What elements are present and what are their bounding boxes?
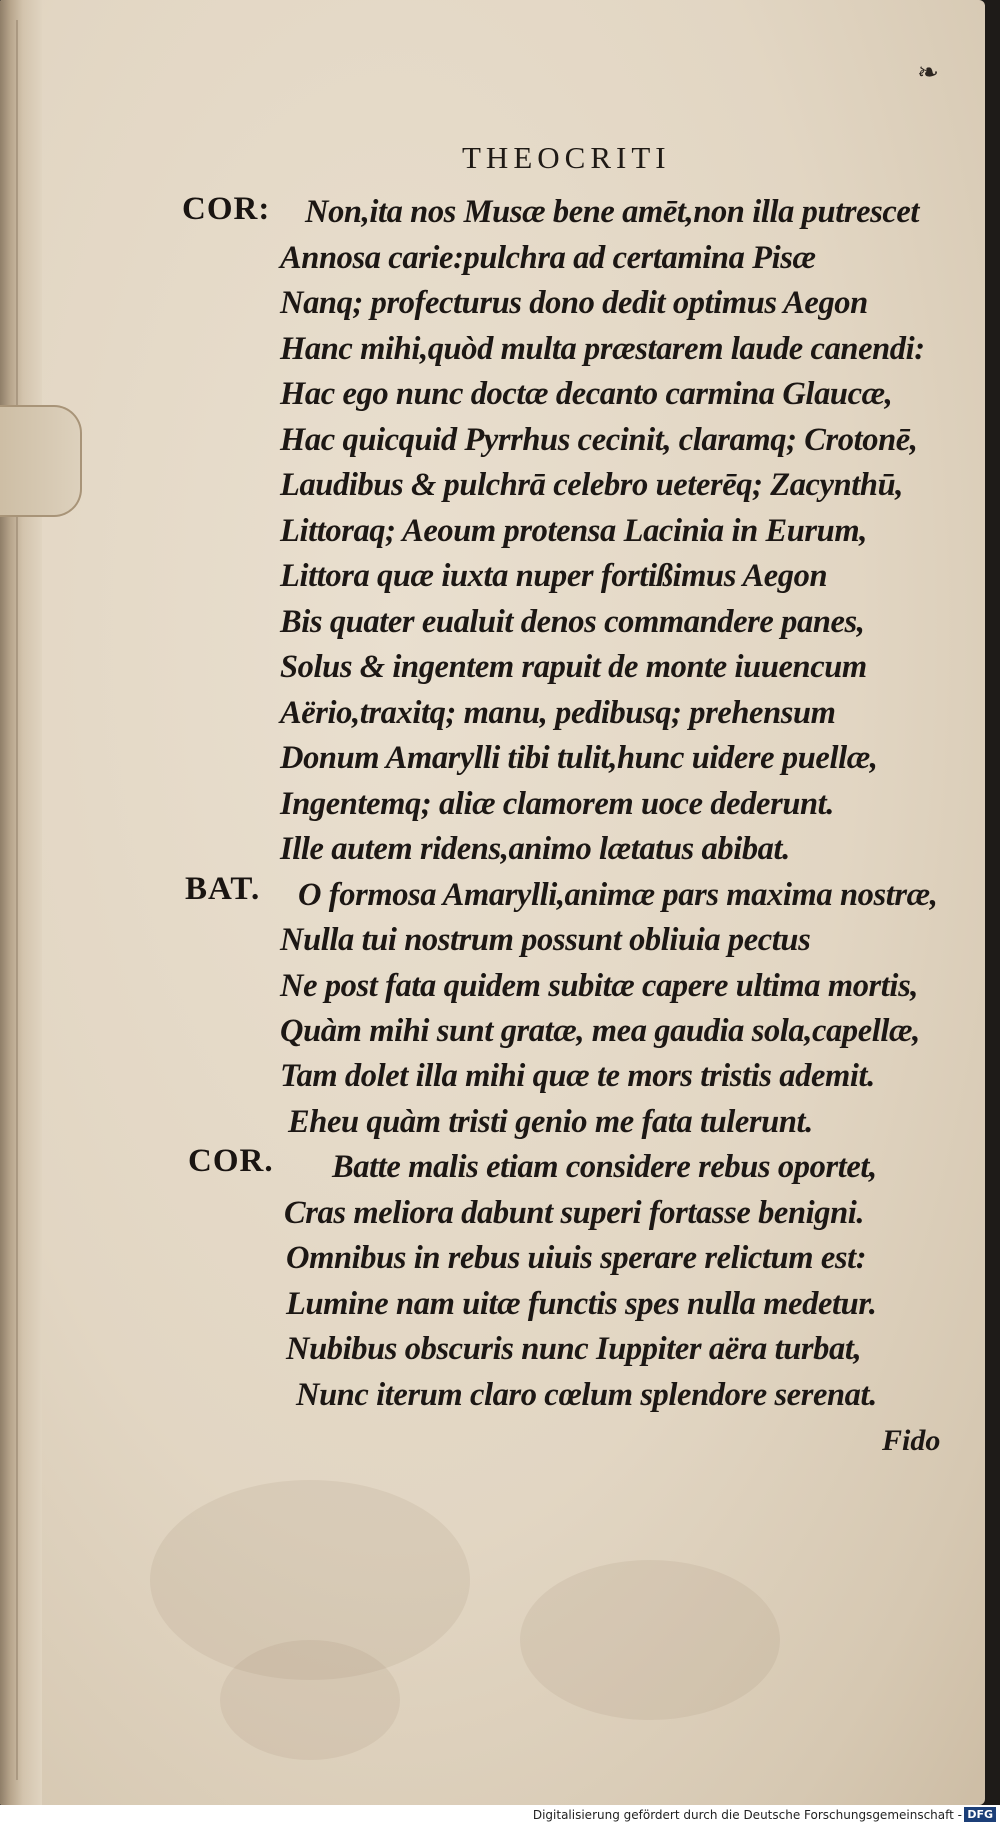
verse-line: Hanc mihi,quòd multa præstarem laude canendi: bbox=[280, 331, 925, 367]
paper-stain bbox=[520, 1560, 780, 1720]
verse-line: O formosa Amarylli,animæ pars maxima nostræ, bbox=[298, 877, 938, 913]
verse-line: Ille autem ridens,animo lætatus abibat. bbox=[280, 831, 790, 867]
verse-line: Nulla tui nostrum possunt obliuia pectus bbox=[280, 922, 811, 958]
verse-line: Cras meliora dabunt superi fortasse benigni. bbox=[284, 1195, 865, 1231]
verse-line: Lumine nam uitæ functis spes nulla medetur. bbox=[286, 1286, 877, 1322]
verse-line: Donum Amarylli tibi tulit,hunc uidere puellæ, bbox=[280, 740, 878, 776]
verse-line: Non,ita nos Musæ bene amēt,non illa putrescet bbox=[305, 194, 920, 230]
verse-line: Tam dolet illa mihi quæ te mors tristis ademit. bbox=[280, 1058, 875, 1094]
speaker-label: COR: bbox=[182, 191, 271, 227]
catchword: Fido bbox=[882, 1424, 941, 1457]
verse-line: Nanq; profecturus dono dedit optimus Aegon bbox=[280, 285, 868, 321]
verse-line: Littora quæ iuxta nuper fortißimus Aegon bbox=[280, 558, 828, 594]
verse-line: Omnibus in rebus uiuis sperare relictum est: bbox=[286, 1240, 867, 1276]
verse-line: Nunc iterum claro cœlum splendore serenat. bbox=[296, 1377, 877, 1413]
verse-line: Batte malis etiam considere rebus oportet, bbox=[332, 1149, 877, 1185]
verse-line: Nubibus obscuris nunc Iuppiter aëra turbat, bbox=[286, 1331, 862, 1367]
running-title: THEOCRITI bbox=[462, 140, 671, 175]
verse-line: Eheu quàm tristi genio me fata tulerunt. bbox=[288, 1104, 813, 1140]
verse-line: Littoraq; Aeoum protensa Lacinia in Eurum, bbox=[280, 513, 867, 549]
ornament-icon: ❧ bbox=[917, 58, 939, 88]
verse-line: Aërio,traxitq; manu, pedibusq; prehensum bbox=[280, 695, 836, 731]
verse-line: Hac quicquid Pyrrhus cecinit, claramq; Crotonē, bbox=[280, 422, 918, 458]
paper-stain bbox=[220, 1640, 400, 1760]
verse-line: Hac ego nunc doctæ decanto carmina Glaucæ, bbox=[280, 376, 893, 412]
funding-credit: Digitalisierung gefördert durch die Deutsche Forschungsgemeinschaft - bbox=[532, 1808, 962, 1822]
bookmark-tab bbox=[0, 405, 82, 517]
speaker-label: COR. bbox=[188, 1143, 274, 1179]
speaker-label: BAT. bbox=[185, 871, 261, 907]
dfg-logo-icon: DFG bbox=[964, 1807, 996, 1822]
page-gutter-edge bbox=[0, 0, 42, 1805]
verse-line: Ingentemq; aliæ clamorem uoce dederunt. bbox=[280, 786, 835, 822]
verse-line: Solus & ingentem rapuit de monte iuuencum bbox=[280, 649, 867, 685]
verse-line: Bis quater eualuit denos commandere panes, bbox=[280, 604, 865, 640]
verse-line: Annosa carie:pulchra ad certamina Pisæ bbox=[280, 240, 816, 276]
verse-line: Laudibus & pulchrā celebro ueterēq; Zacynthū, bbox=[280, 467, 903, 503]
verse-line: Quàm mihi sunt gratæ, mea gaudia sola,capellæ, bbox=[280, 1013, 920, 1049]
verse-line: Ne post fata quidem subitæ capere ultima mortis, bbox=[280, 968, 919, 1004]
